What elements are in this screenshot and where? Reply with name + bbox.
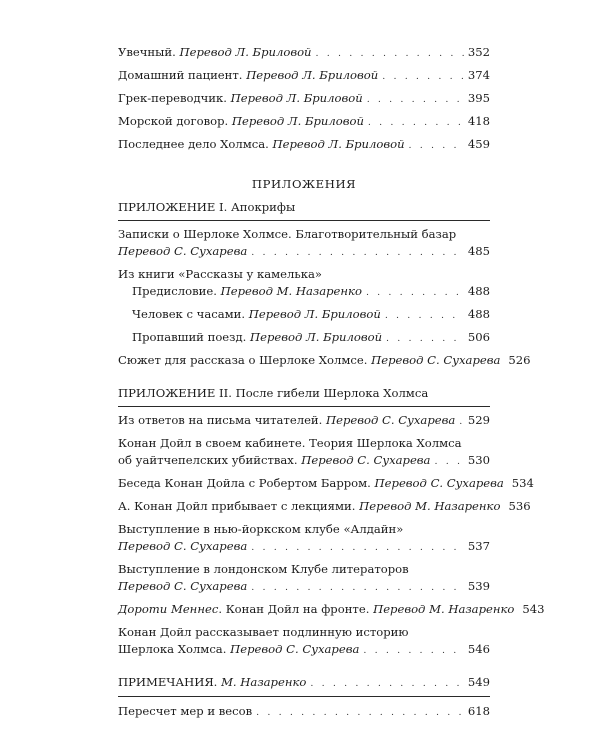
leader-dots	[256, 704, 464, 721]
entry-title: Последнее дело Холмса.	[118, 137, 269, 151]
entry-page: 529	[467, 413, 490, 427]
notes-title: ПРИМЕЧАНИЯ.	[118, 675, 218, 689]
toc-entry	[118, 435, 490, 470]
toc-entry	[118, 561, 490, 596]
measures-entry	[118, 703, 490, 721]
section-rule	[118, 696, 490, 697]
toc-entry	[118, 352, 531, 370]
entry-title: Увечный.	[118, 45, 176, 59]
entry-translator: Перевод М. Назаренко	[373, 602, 515, 616]
table-of-contents	[118, 44, 545, 726]
entry-title: Выступление в лондонском Клубе литераторов	[118, 562, 409, 576]
entry-page: 546	[467, 642, 490, 656]
toc-entry	[118, 90, 490, 108]
entry-title: Сюжет для рассказа о Шерлоке Холмсе.	[118, 353, 368, 367]
entry-page: 352	[467, 45, 490, 59]
entry-title: Грек-переводчик.	[118, 91, 227, 105]
toc-entry	[118, 113, 490, 131]
notes-page: 549	[467, 675, 490, 689]
appendix-2	[118, 385, 545, 659]
entry-title-cont: об уайтчепелских убийствах.	[118, 453, 298, 467]
entry-page: 534	[511, 476, 534, 490]
entry-translator: Перевод Л. Бриловой	[248, 307, 381, 321]
toc-entry	[118, 498, 531, 516]
entry-page: 537	[467, 539, 490, 553]
toc-entry	[118, 601, 545, 619]
appendix-1	[118, 199, 531, 370]
entry-page: 526	[508, 353, 531, 367]
appendices-heading: ПРИЛОЖЕНИЯ	[251, 177, 357, 191]
entry-translator: Перевод С. Сухарева	[374, 476, 504, 490]
entry-title: Морской договор.	[118, 114, 229, 128]
leader-dots	[385, 307, 464, 324]
leader-dots	[382, 68, 464, 85]
leader-dots	[251, 579, 464, 596]
entry-title: . Конан Дойл на фронте.	[218, 602, 370, 616]
toc-entry	[118, 67, 490, 85]
entry-translator: Перевод Л. Бриловой	[250, 330, 383, 344]
section-rule	[118, 220, 490, 221]
entry-title: Из ответов на письма читателей.	[118, 413, 323, 427]
toc-entry	[118, 283, 490, 301]
entry-title: Конан Дойл в своем кабинете. Теория Шерлока Холмса	[118, 436, 462, 450]
entry-page: 374	[467, 68, 490, 82]
entry-translator: Перевод С. Сухарева	[118, 579, 248, 593]
leader-dots	[434, 453, 463, 470]
entry-title: Конан Дойл рассказывает подлинную историю	[118, 625, 409, 639]
entry-translator: Перевод С. Сухарева	[301, 453, 431, 467]
entry-translator: Перевод Л. Бриловой	[246, 68, 379, 82]
entry-page: 539	[467, 579, 490, 593]
leader-dots	[409, 137, 464, 154]
entry-title: Выступление в нью-йоркском клубе «Алдайн»	[118, 522, 404, 536]
spacer	[118, 664, 490, 674]
leader-dots	[316, 45, 464, 62]
entry-title: Записки о Шерлоке Холмсе. Благотворительный базар	[118, 227, 457, 241]
leader-dots	[459, 413, 464, 430]
toc-entry	[118, 475, 534, 493]
toc-entry	[118, 521, 490, 556]
leader-dots	[366, 284, 464, 301]
entry-page: 459	[467, 137, 490, 151]
entry-page: 418	[467, 114, 490, 128]
entry-title-cont: Шерлока Холмса.	[118, 642, 227, 656]
entry-page: 488	[467, 307, 490, 321]
appendix-2-title: ПРИЛОЖЕНИЕ II. После гибели Шерлока Холмса	[118, 386, 429, 400]
entry-title: Человек с часами.	[132, 307, 246, 321]
book-title: Из книги «Рассказы у камелька»	[118, 267, 322, 281]
measures-title: Пересчет мер и весов	[118, 704, 253, 718]
entry-translator: Перевод С. Сухарева	[118, 539, 248, 553]
entry-title: Домашний пациент.	[118, 68, 243, 82]
top-entries	[118, 44, 490, 154]
leader-dots	[386, 330, 464, 347]
measures-page: 618	[467, 704, 490, 718]
entry-page: 543	[522, 602, 545, 616]
entry-page: 506	[467, 330, 490, 344]
leader-dots	[310, 675, 463, 692]
toc-entry	[118, 306, 490, 324]
entry-translator: Перевод М. Назаренко	[220, 284, 362, 298]
entry-title: Предисловие.	[132, 284, 217, 298]
entry-translator: Перевод С. Сухарева	[118, 244, 248, 258]
entry-translator: Перевод С. Сухарева	[326, 413, 456, 427]
entry-page: 488	[467, 284, 490, 298]
leader-dots	[368, 114, 464, 131]
entry-page: 395	[467, 91, 490, 105]
entry-page: 536	[508, 499, 531, 513]
leader-dots	[251, 244, 464, 261]
entry-translator: Перевод Л. Бриловой	[272, 137, 405, 151]
entry-page: 485	[467, 244, 490, 258]
toc-entry	[118, 136, 490, 154]
toc-entry	[118, 412, 490, 430]
entry-title: А. Конан Дойл прибывает с лекциями.	[118, 499, 356, 513]
entry-author: Дороти Меннес	[118, 602, 219, 616]
toc-entry	[118, 624, 490, 659]
leader-dots	[363, 642, 464, 659]
entry-page: 530	[467, 453, 490, 467]
notes-entry	[118, 674, 490, 692]
entry-title: Пропавший поезд.	[132, 330, 247, 344]
leader-dots	[251, 539, 464, 556]
notes-author: М. Назаренко	[221, 675, 307, 689]
entry-translator: Перевод Л. Бриловой	[179, 45, 312, 59]
spacer	[118, 375, 490, 385]
appendix-1-title: ПРИЛОЖЕНИЕ I. Апокрифы	[118, 200, 296, 214]
section-rule	[118, 406, 490, 407]
entry-title: Беседа Конан Дойла с Робертом Барром.	[118, 476, 371, 490]
entry-translator: Перевод С. Сухарева	[230, 642, 360, 656]
entry-translator: Перевод Л. Бриловой	[230, 91, 363, 105]
leader-dots	[367, 91, 464, 108]
entry-translator: Перевод С. Сухарева	[371, 353, 501, 367]
entry-translator: Перевод Л. Бриловой	[231, 114, 364, 128]
toc-entry	[118, 226, 490, 261]
entry-translator: Перевод М. Назаренко	[359, 499, 501, 513]
toc-entry	[118, 329, 490, 347]
toc-entry	[118, 44, 490, 62]
